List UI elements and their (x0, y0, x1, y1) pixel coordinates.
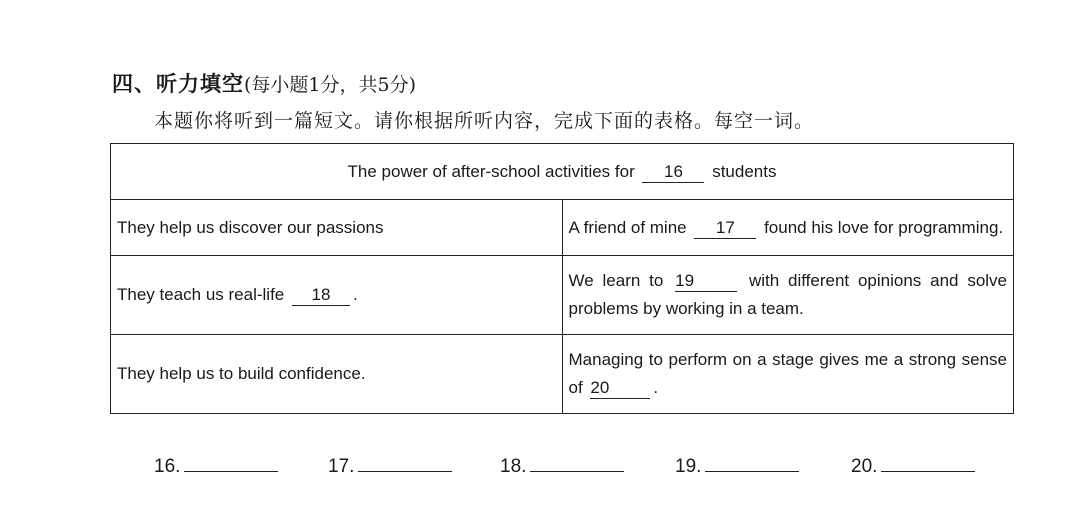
section-scoring-note: (每小题1分，共5分) (244, 74, 417, 96)
row-1-right-after: found his love for programming. (759, 217, 1004, 237)
answer-blank-17[interactable] (358, 453, 452, 472)
table-row (111, 256, 1014, 335)
row-3-left-text: They help us to build confidence. (117, 364, 366, 383)
blank-16: 16 (642, 162, 704, 183)
answer-item-16 (154, 453, 278, 478)
answer-item-17 (328, 453, 452, 478)
header-text-after: students (707, 161, 777, 181)
blank-20: 20 (590, 378, 650, 399)
answer-blank-16[interactable] (184, 453, 278, 472)
blank-18: 18 (292, 285, 350, 306)
answer-number: 18. (500, 456, 527, 477)
header-text-before: The power of after-school activities for (347, 161, 640, 181)
activities-table (110, 143, 1014, 414)
instructions: 本题你将听到一篇短文。请你根据所听内容，完成下面的表格。每空一词。 (154, 110, 815, 132)
row-3-left-cell (111, 335, 563, 414)
blank-17: 17 (694, 218, 756, 239)
row-3-right-before: Managing to perform on a stage gives me a strong sense of (568, 350, 1007, 397)
row-2-right-before: We learn to (568, 271, 673, 290)
answer-number: 20. (851, 456, 878, 477)
answer-lines (0, 453, 1080, 483)
answer-number: 19. (675, 456, 702, 477)
section-title-text: 四、听力填空 (112, 72, 244, 96)
row-2-right-cell (562, 256, 1014, 335)
row-2-left-before: They teach us real-life (117, 285, 289, 304)
table-row (111, 335, 1014, 414)
row-2-left-cell (111, 256, 563, 335)
row-1-right-cell (562, 200, 1014, 256)
table-header-cell (111, 144, 1014, 200)
row-3-right-after: . (653, 378, 659, 397)
answer-blank-19[interactable] (705, 453, 799, 472)
answer-number: 16. (154, 456, 181, 477)
blank-19: 19 (675, 271, 737, 292)
section-title (112, 68, 416, 98)
row-1-left-text: They help us discover our passions (117, 217, 384, 237)
row-2-left-after: . (352, 285, 358, 304)
table-row (111, 200, 1014, 256)
answer-blank-20[interactable] (881, 453, 975, 472)
answer-item-20 (851, 453, 975, 478)
answer-blank-18[interactable] (530, 453, 624, 472)
answer-item-19 (675, 453, 799, 478)
answer-number: 17. (328, 456, 355, 477)
row-1-right-before: A friend of mine (568, 217, 692, 237)
row-1-left-cell (111, 200, 563, 256)
row-3-right-cell (562, 335, 1014, 414)
row-2-right-after: with different opinions and solve problems by working in a team. (568, 271, 1008, 318)
table-header-row (111, 144, 1014, 200)
answer-item-18 (500, 453, 624, 478)
